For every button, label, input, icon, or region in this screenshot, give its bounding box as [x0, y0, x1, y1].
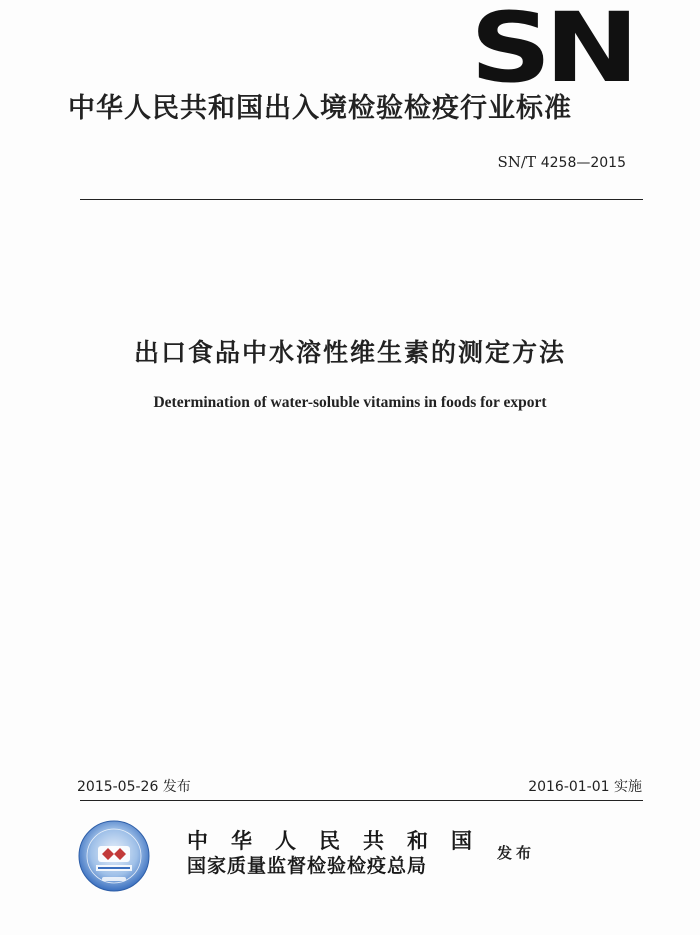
- title-english: Determination of water-soluble vitamins in foods for export: [153, 394, 547, 411]
- bottom-divider: [80, 800, 643, 801]
- top-divider: [80, 199, 643, 200]
- issuer-title: 中华人民共和国出入境检验检疫行业标准: [68, 93, 572, 124]
- authority-line-2: 国家质量监督检验检疫总局: [187, 855, 428, 877]
- issuing-authority: [187, 828, 495, 879]
- anti-counterfeit-seal-icon: [78, 820, 150, 892]
- release-label: 发布: [497, 844, 536, 862]
- sn-logo: SN: [470, 0, 633, 104]
- standard-code: [497, 153, 626, 171]
- issue-date: 2015-05-26 发布: [77, 779, 191, 795]
- title-chinese: 出口食品中水溶性维生素的测定方法: [133, 338, 566, 367]
- authority-line-1: 中华人民共和国: [187, 828, 495, 853]
- standard-code-prefix: SN/T: [497, 153, 536, 171]
- implementation-date: 2016-01-01 实施: [528, 779, 642, 795]
- standard-code-number: 4258—2015: [540, 155, 626, 171]
